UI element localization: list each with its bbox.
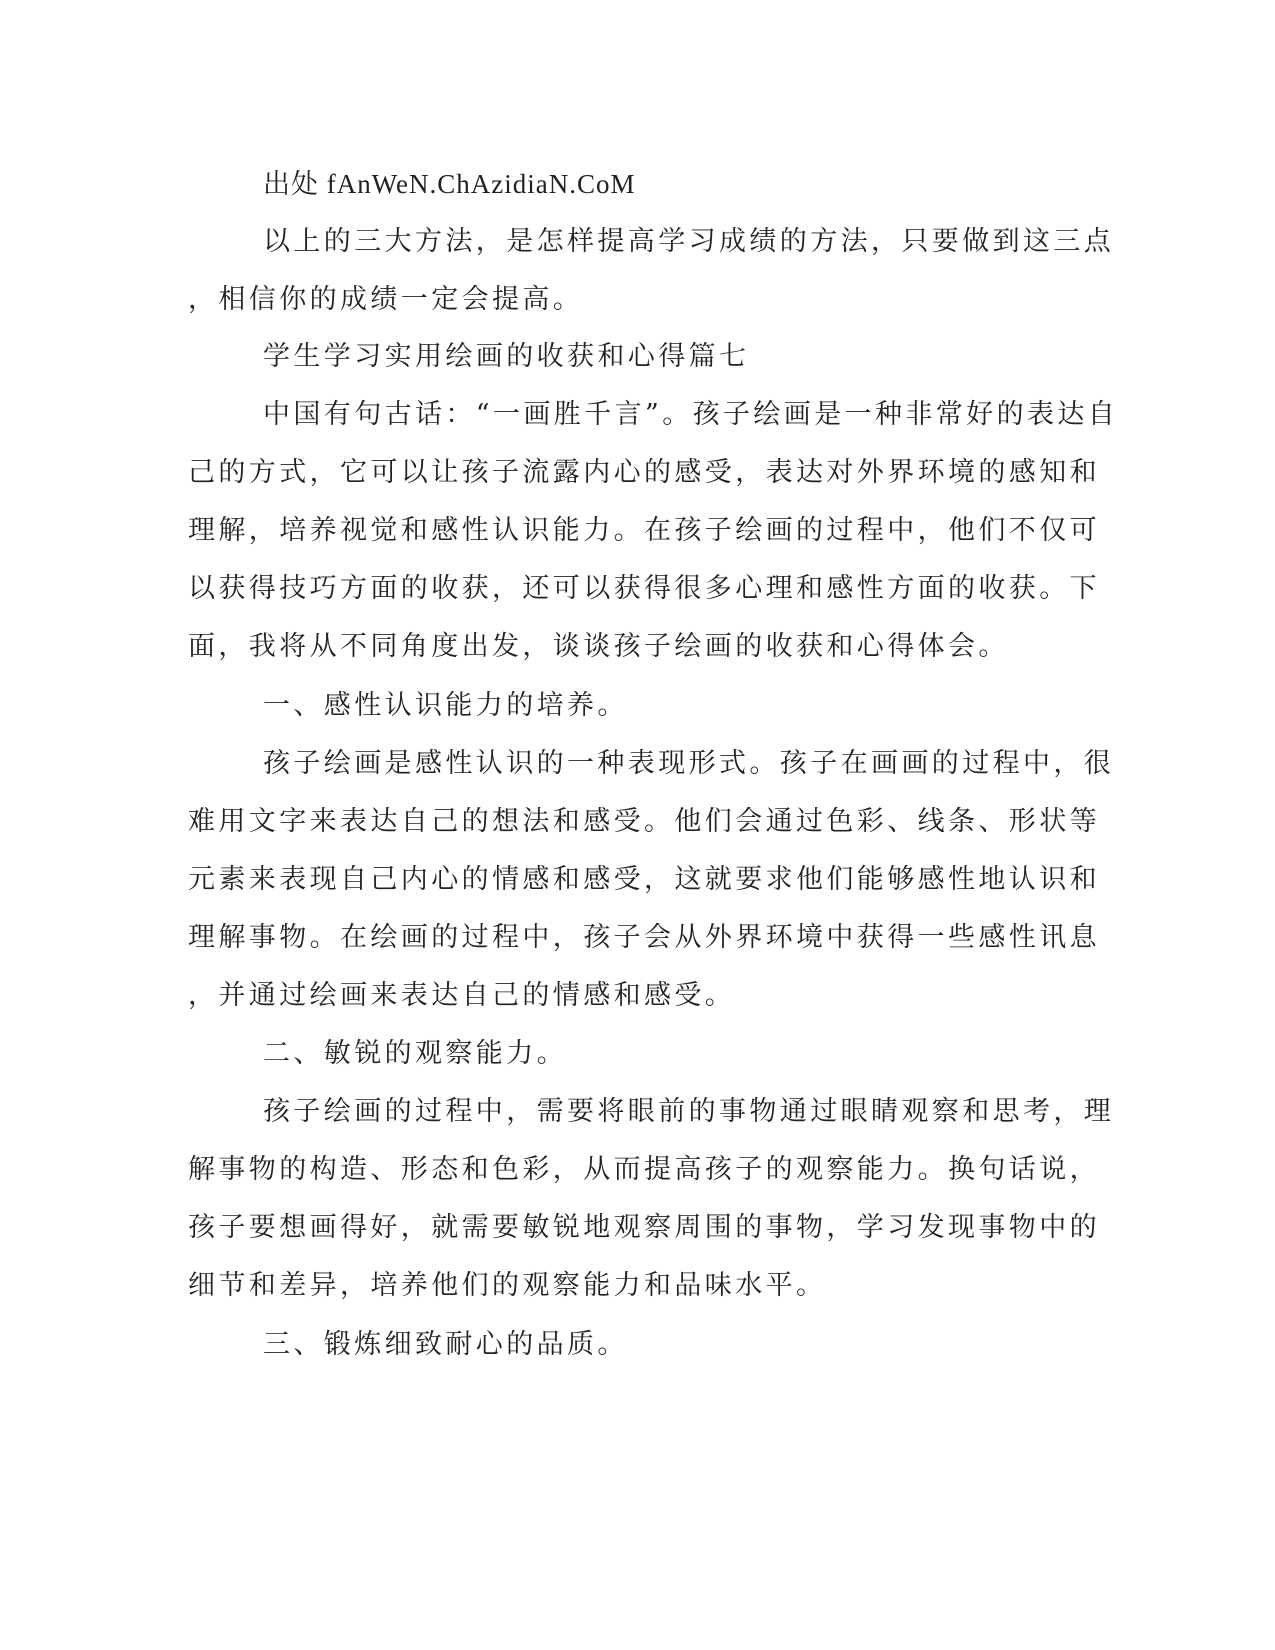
- paragraph-line: ，并通过绘画来表达自己的情感和感受。: [188, 980, 736, 1011]
- paragraph-line: 面，我将从不同角度出发，谈谈孩子绘画的收获和心得体会。: [188, 631, 1009, 662]
- section-title: 学生学习实用绘画的收获和心得篇七: [263, 341, 750, 372]
- paragraph-line: 孩子要想画得好，就需要敏锐地观察周围的事物，学习发现事物中的: [188, 1212, 1100, 1243]
- paragraph-line: 解事物的构造、形态和色彩，从而提高孩子的观察能力。换句话说，: [188, 1154, 1100, 1185]
- subheading: 二、敏锐的观察能力。: [263, 1038, 567, 1069]
- paragraph-line: 元素来表现自己内心的情感和感受，这就要求他们能够感性地认识和: [188, 864, 1100, 895]
- paragraph-line: 理解，培养视觉和感性认识能力。在孩子绘画的过程中，他们不仅可: [188, 515, 1100, 546]
- subheading: 一、感性认识能力的培养。: [263, 690, 628, 721]
- source-line: 出处 fAnWeN.ChAzidiaN.CoM: [263, 169, 636, 199]
- paragraph-line: 以获得技巧方面的收获，还可以获得很多心理和感性方面的收获。下: [188, 573, 1100, 604]
- paragraph-line: 细节和差异，培养他们的观察能力和品味水平。: [188, 1270, 827, 1301]
- paragraph-line: 中国有句古话：“一画胜千言”。孩子绘画是一种非常好的表达自: [263, 399, 1119, 430]
- paragraph-line: 孩子绘画是感性认识的一种表现形式。孩子在画画的过程中，很: [263, 748, 1115, 779]
- subheading: 三、锻炼细致耐心的品质。: [263, 1329, 628, 1360]
- paragraph-line: 孩子绘画的过程中，需要将眼前的事物通过眼睛观察和思考，理: [263, 1096, 1115, 1127]
- paragraph-line: 己的方式，它可以让孩子流露内心的感受，表达对外界环境的感知和: [188, 457, 1100, 488]
- paragraph-line: 难用文字来表达自己的想法和感受。他们会通过色彩、线条、形状等: [188, 806, 1100, 837]
- paragraph-line: 理解事物。在绘画的过程中，孩子会从外界环境中获得一些感性讯息: [188, 922, 1100, 953]
- paragraph-line: 以上的三大方法，是怎样提高学习成绩的方法，只要做到这三点: [263, 226, 1115, 257]
- paragraph-line: ，相信你的成绩一定会提高。: [188, 284, 584, 315]
